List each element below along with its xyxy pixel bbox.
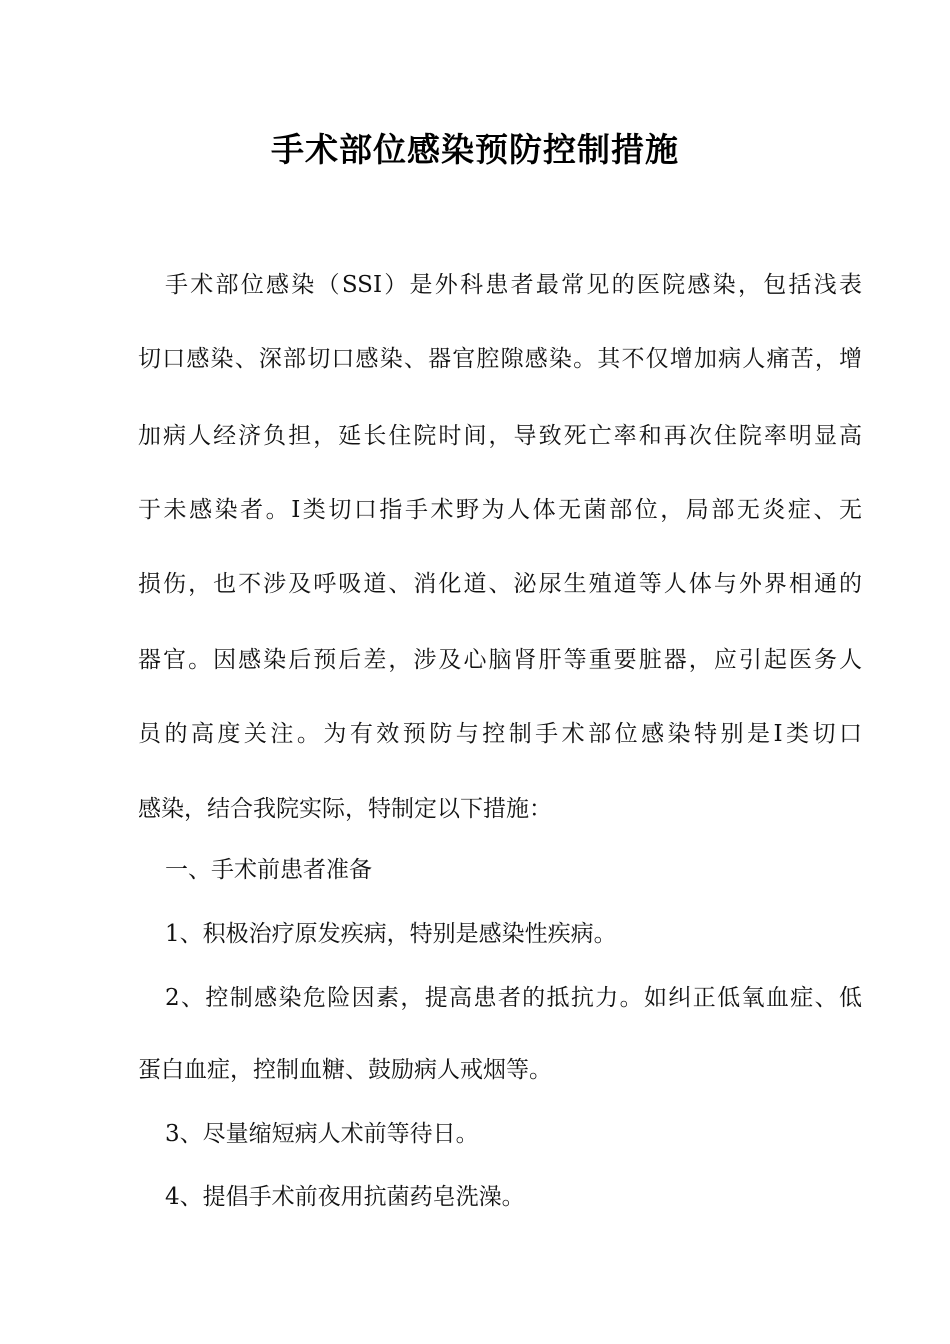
intro-line: 损伤，也不涉及呼吸道、消化道、泌尿生殖道等人体与外界相通的 [138, 571, 862, 597]
intro-line: 切口感染、深部切口感染、器官腔隙感染。其不仅增加病人痛苦，增 [138, 346, 862, 372]
intro-line: 感染，结合我院实际，特制定以下措施： [138, 796, 552, 822]
intro-line: 加病人经济负担，延长住院时间，导致死亡率和再次住院率明显高 [138, 423, 862, 449]
section-heading: 一、手术前患者准备 [165, 857, 372, 883]
document-title: 手术部位感染预防控制措施 [271, 130, 679, 169]
intro-line: 手术部位感染（SSI）是外科患者最常见的医院感染，包括浅表 [165, 272, 862, 298]
intro-line: 器官。因感染后预后差，涉及心脑肾肝等重要脏器，应引起医务人 [138, 647, 862, 673]
list-item: 2、控制感染危险因素，提高患者的抵抗力。如纠正低氧血症、低 [165, 985, 862, 1011]
list-item: 1、积极治疗原发疾病，特别是感染性疾病。 [165, 921, 617, 947]
list-item: 4、提倡手术前夜用抗菌药皂洗澡。 [165, 1184, 525, 1210]
list-item: 3、尽量缩短病人术前等待日。 [165, 1121, 479, 1147]
intro-line: 员的高度关注。为有效预防与控制手术部位感染特别是I类切口 [138, 721, 862, 747]
list-item-continuation: 蛋白血症，控制血糖、鼓励病人戒烟等。 [138, 1057, 552, 1083]
intro-line: 于未感染者。I类切口指手术野为人体无菌部位，局部无炎症、无 [138, 497, 862, 523]
